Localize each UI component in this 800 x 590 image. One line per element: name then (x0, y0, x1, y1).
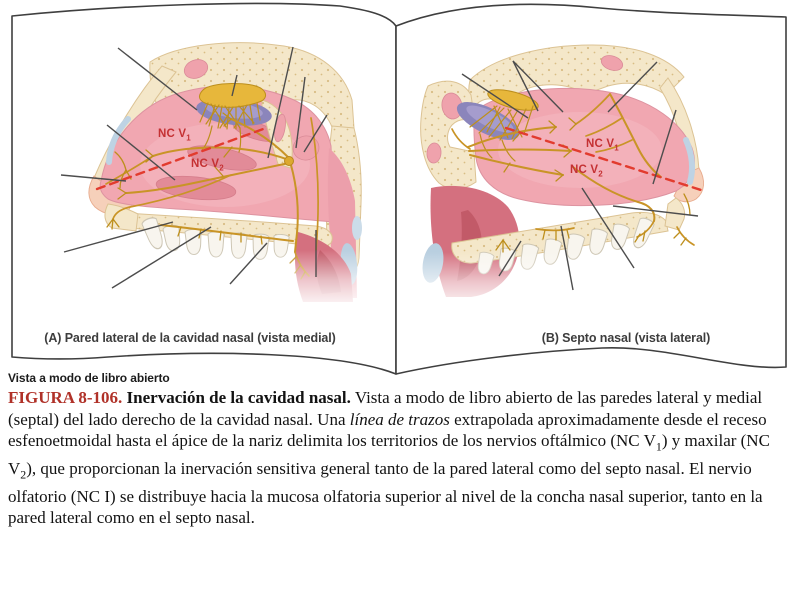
nc-label-text: NC V (191, 158, 220, 170)
nc-label-sub: 2 (598, 169, 603, 179)
nc-label-sub: 2 (219, 163, 224, 173)
nc-v2-label-panel-b (570, 164, 603, 178)
nc-label-sub: 1 (614, 143, 619, 153)
caption-sub-v1: 1 (655, 439, 662, 454)
nc-v2-label-panel-a (191, 158, 224, 172)
caption-italic-dashed-line: línea de trazos (349, 409, 450, 429)
nc-v1-label-panel-a (158, 128, 191, 142)
caption-sub-v2: 2 (20, 467, 27, 482)
panel-a-caption: (A) Pared lateral de la cavidad nasal (vista medial) (44, 331, 336, 345)
pterygopalatine-ganglion (285, 157, 294, 166)
figure-title: Inervación de la cavidad nasal. (126, 388, 351, 407)
panel-a-fade (13, 250, 395, 310)
caption-seg-2: extrapolada aproximadamente desde el receso esfenoetmoidal hasta el ápice de la nariz delimita los territorios de los nervios oftálmico (NC V (8, 409, 767, 450)
panel-b-caption: (B) Septo nasal (vista lateral) (541, 331, 711, 345)
nc-v1-label-panel-b (586, 138, 619, 152)
nc-label-text: NC V (570, 164, 599, 176)
caption-seg-3: ) y maxilar (NC V (8, 431, 770, 478)
caption-seg-4: ), que proporcionan la inervación sensitiva general tanto de la pared lateral como del septo nasal. El nervio olfatorio (NC I) se distribuye hacia la mucosa olfatoria superior al nivel de la concha nasal superior, tanto en la pared lateral como en el septo nasal. (8, 458, 763, 528)
panel-b-fade (398, 252, 784, 312)
figure-caption (8, 387, 798, 529)
nc-label-text: NC V (158, 128, 187, 140)
nc-label-sub: 1 (186, 133, 191, 143)
nc-label-text: NC V (586, 138, 615, 150)
caption-seg-1: Vista a modo de libro abierto de las paredes lateral y medial (septal) del lado derecho de la cavidad nasal. Una (8, 388, 763, 429)
book-view-note: Vista a modo de libro abierto (8, 371, 170, 385)
figure-number: FIGURA 8-106. (8, 388, 123, 407)
